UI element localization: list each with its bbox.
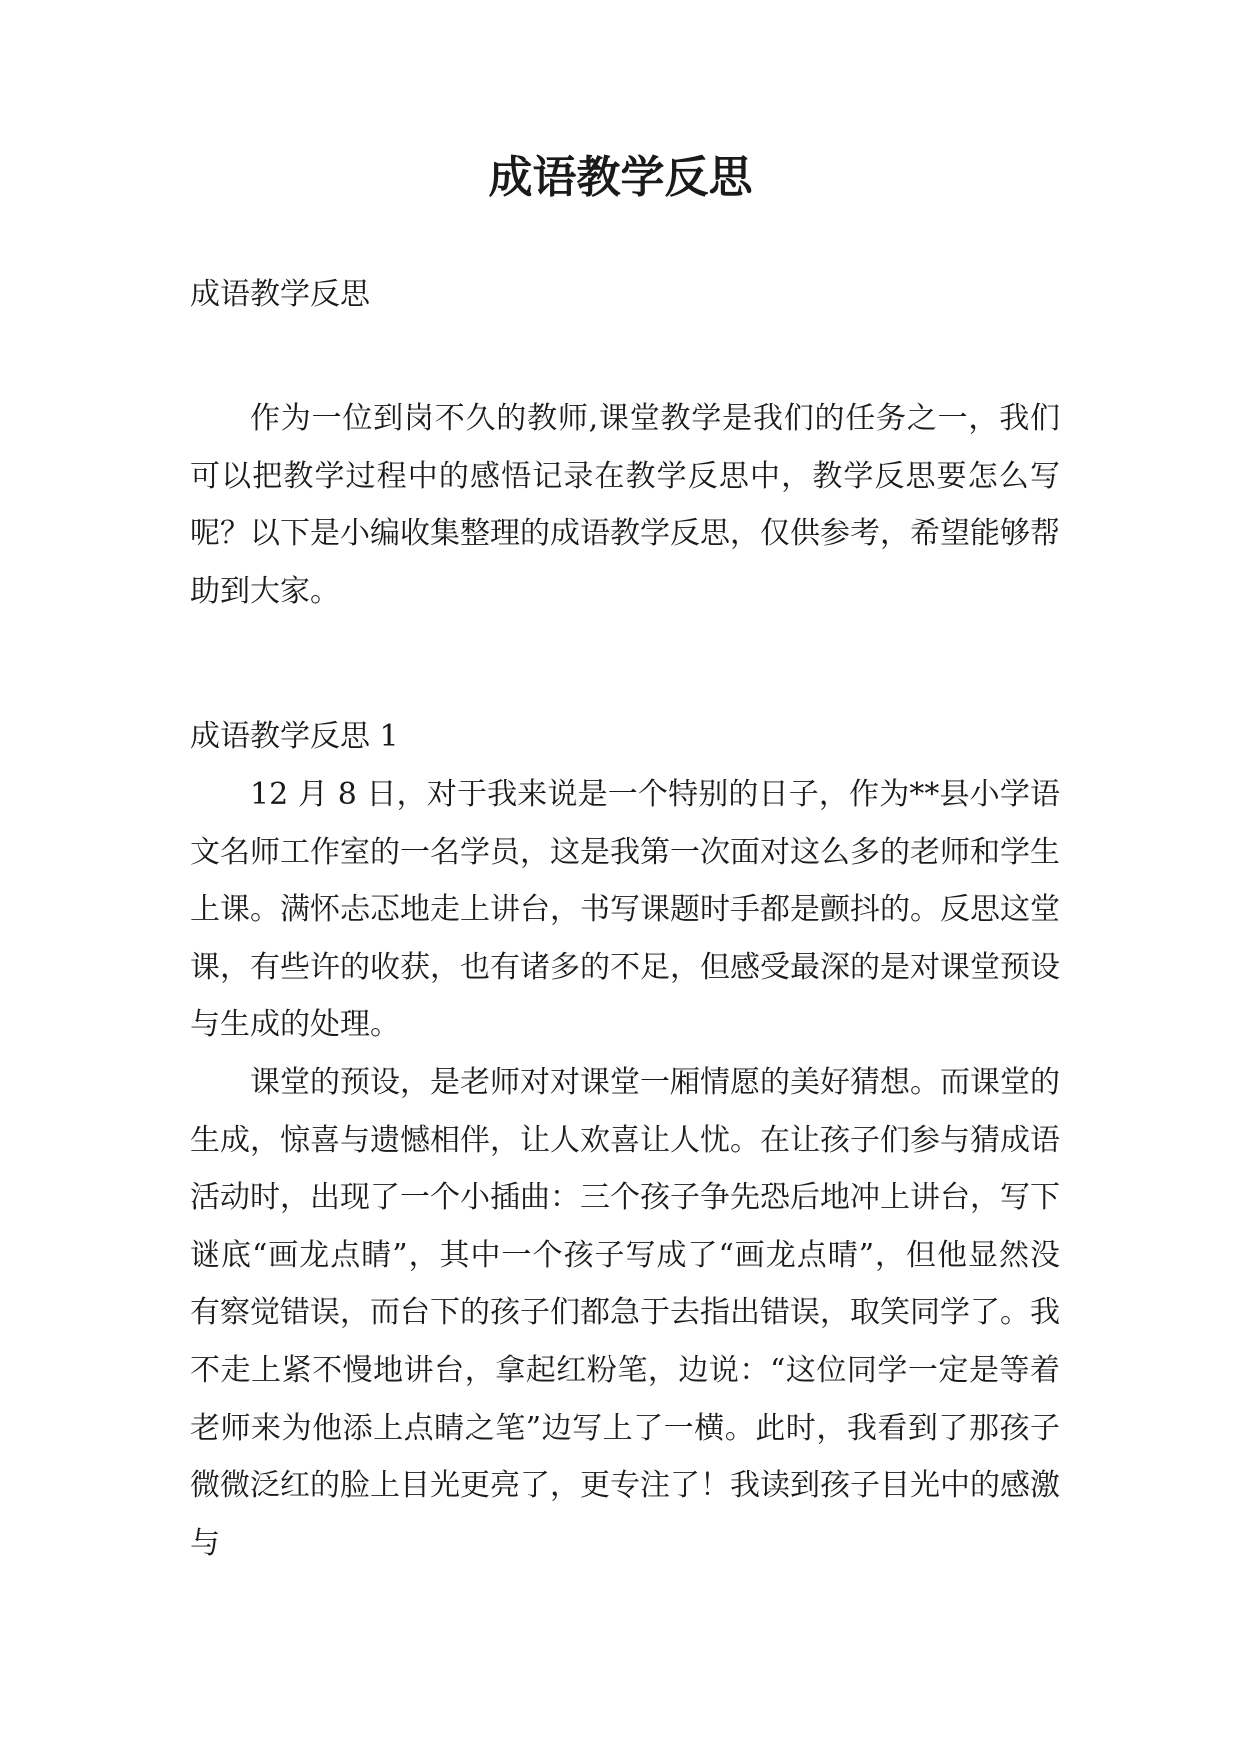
section-paragraph-2: 课堂的预设，是老师对对课堂一厢情愿的美好猜想。而课堂的生成，惊喜与遗憾相伴，让人欢喜让人忧。在让孩子们参与猜成语活动时，出现了一个小插曲：三个孩子争先恐后地冲上讲台，写下谜底“画龙点睛”，其中一个孩子写成了“画龙点晴”，但他显然没有察觉错误，而台下的孩子们都急于去指出错误，取笑同学了。我不走上紧不慢地讲台，拿起红粉笔，边说：“这位同学一定是等着老师来为他添上点睛之笔”边写上了一横。此时，我看到了那孩子微微泛红的脸上目光更亮了，更专注了！我读到孩子目光中的感激与 [190,1064,1060,1561]
section-heading: 成语教学反思 1 [190,719,399,755]
document-subtitle: 成语教学反思 [190,277,370,312]
document-title: 成语教学反思 [488,152,753,203]
document-body [190,272,1060,1572]
intro-paragraph: 作为一位到岗不久的教师,课堂教学是我们的任务之一，我们可以把教学过程中的感悟记录在教学反思中，教学反思要怎么写呢？以下是小编收集整理的成语教学反思，仅供参考，希望能够帮助到大家。 [190,401,1060,609]
section-1 [190,708,1060,1572]
section-paragraph-1: 12 月 8 日，对于我来说是一个特别的日子，作为**县小学语文名师工作室的一名学员，这是我第一次面对这么多的老师和学生上课。满怀忐忑地走上讲台，书写课题时手都是颤抖的。反思这堂课，有些许的收获，也有诸多的不足，但感受最深的是对课堂预设与生成的处理。 [190,776,1060,1043]
